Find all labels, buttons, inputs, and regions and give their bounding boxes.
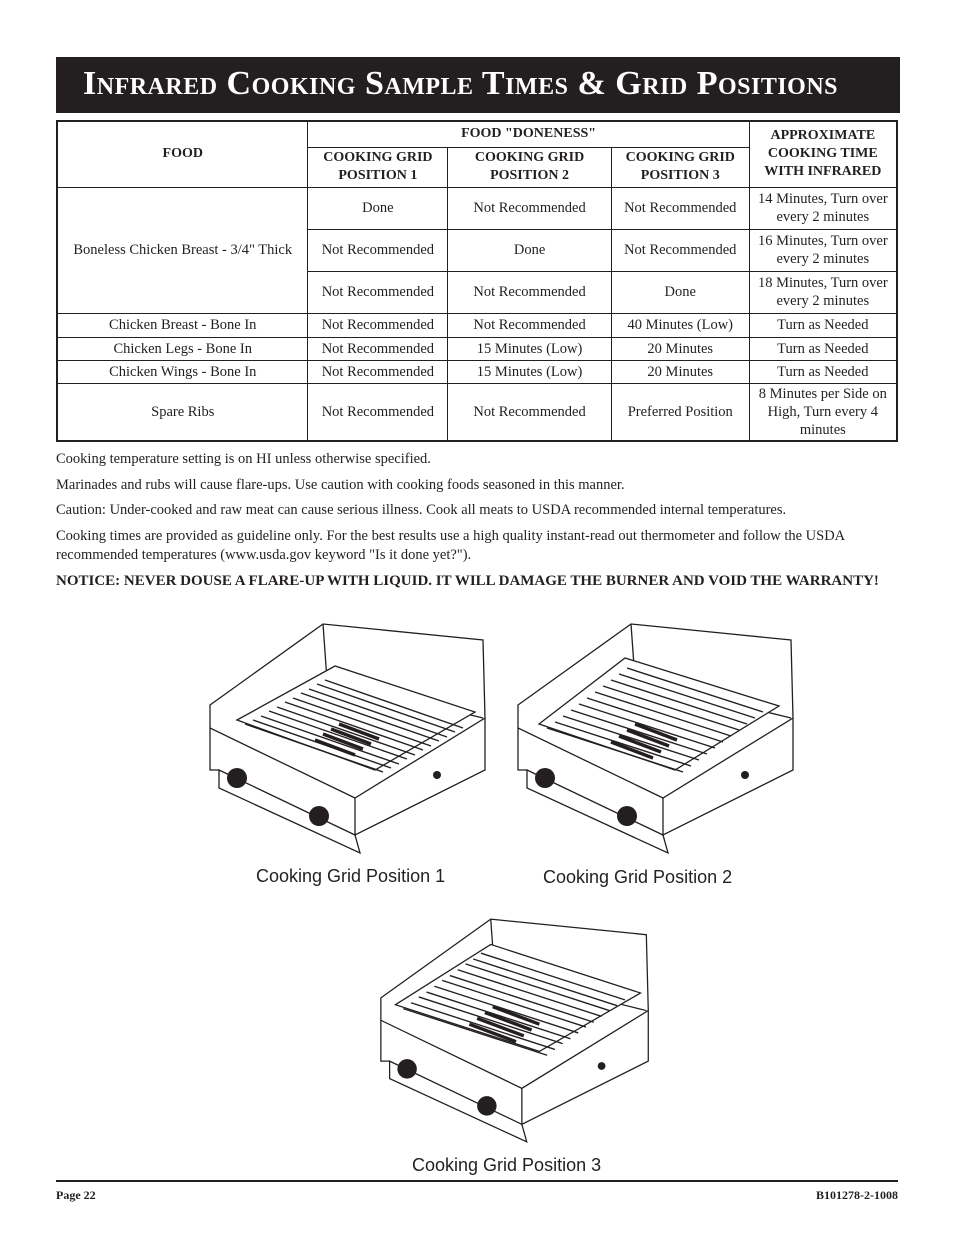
food-cell: Chicken Wings - Bone In xyxy=(57,360,308,383)
time-cell: 16 Minutes, Turn over every 2 minutes xyxy=(749,229,897,271)
doneness-header: FOOD "DONENESS" xyxy=(308,121,749,147)
position-3-cell: 20 Minutes xyxy=(611,360,749,383)
page-title: Infrared Cooking Sample Times & Grid Positions xyxy=(83,65,839,102)
position-3-cell: Not Recommended xyxy=(611,229,749,271)
grill-position-3-illustration xyxy=(376,912,658,1148)
position-2-cell: Not Recommended xyxy=(448,271,612,313)
cooking-times-table xyxy=(56,120,898,442)
notice-warning: NOTICE: NEVER DOUSE A FLARE-UP WITH LIQUID. IT WILL DAMAGE THE BURNER AND VOID THE WARRANTY! xyxy=(56,573,879,589)
time-header: APPROXIMATE COOKING TIME WITH INFRARED xyxy=(749,121,897,187)
position-1-cell: Not Recommended xyxy=(308,271,448,313)
note-guideline: Cooking times are provided as guideline only. For the best results use a high quality instant-read out thermometer and follow the USDA recommended temperatures (www.usda.gov keyword "Is it done yet?"). xyxy=(56,528,845,563)
time-cell: 18 Minutes, Turn over every 2 minutes xyxy=(749,271,897,313)
time-cell: 14 Minutes, Turn over every 2 minutes xyxy=(749,187,897,229)
position-3-cell: 40 Minutes (Low) xyxy=(611,313,749,337)
table-row xyxy=(57,360,897,383)
position-2-cell: Done xyxy=(448,229,612,271)
title-banner xyxy=(56,57,900,113)
caption-grid-position-2: Cooking Grid Position 2 xyxy=(543,867,733,887)
position-3-cell: Preferred Position xyxy=(611,383,749,441)
document-code: B101278-2-1008 xyxy=(816,1188,898,1202)
grill-position-1-illustration xyxy=(205,620,495,856)
food-cell: Chicken Legs - Bone In xyxy=(57,337,308,360)
position-2-cell: Not Recommended xyxy=(448,313,612,337)
time-cell: Turn as Needed xyxy=(749,337,897,360)
caption-grid-position-3: Cooking Grid Position 3 xyxy=(412,1155,602,1175)
position-1-cell: Not Recommended xyxy=(308,360,448,383)
position-2-header: COOKING GRID POSITION 2 xyxy=(448,147,612,187)
note-caution: Caution: Under-cooked and raw meat can cause serious illness. Cook all meats to USDA recommended internal temperatures. xyxy=(56,502,787,518)
food-cell: Spare Ribs xyxy=(57,383,308,441)
time-cell: Turn as Needed xyxy=(749,313,897,337)
note-marinades: Marinades and rubs will cause flare-ups. Use caution with cooking foods seasoned in this manner. xyxy=(56,477,625,493)
time-cell: 8 Minutes per Side on High, Turn every 4 minutes xyxy=(749,383,897,441)
position-3-header: COOKING GRID POSITION 3 xyxy=(611,147,749,187)
position-1-cell: Not Recommended xyxy=(308,313,448,337)
position-3-cell: Not Recommended xyxy=(611,187,749,229)
position-1-cell: Done xyxy=(308,187,448,229)
position-2-cell: 15 Minutes (Low) xyxy=(448,360,612,383)
position-1-cell: Not Recommended xyxy=(308,383,448,441)
header-row-1 xyxy=(57,121,897,147)
position-2-cell: 15 Minutes (Low) xyxy=(448,337,612,360)
food-cell: Chicken Breast - Bone In xyxy=(57,313,308,337)
page-number: Page 22 xyxy=(56,1188,96,1202)
position-2-cell: Not Recommended xyxy=(448,187,612,229)
note-temperature: Cooking temperature setting is on HI unless otherwise specified. xyxy=(56,451,431,467)
position-1-cell: Not Recommended xyxy=(308,229,448,271)
table-row xyxy=(57,337,897,360)
position-3-cell: 20 Minutes xyxy=(611,337,749,360)
position-1-header: COOKING GRID POSITION 1 xyxy=(308,147,448,187)
food-cell: Boneless Chicken Breast - 3/4" Thick xyxy=(57,187,308,313)
table-row xyxy=(57,383,897,441)
position-3-cell: Done xyxy=(611,271,749,313)
grill-position-2-illustration xyxy=(513,620,803,856)
footer-divider xyxy=(56,1180,898,1182)
table-row xyxy=(57,313,897,337)
position-1-cell: Not Recommended xyxy=(308,337,448,360)
food-header: FOOD xyxy=(57,121,308,187)
time-cell: Turn as Needed xyxy=(749,360,897,383)
table-row xyxy=(57,187,897,229)
position-2-cell: Not Recommended xyxy=(448,383,612,441)
caption-grid-position-1: Cooking Grid Position 1 xyxy=(256,866,446,886)
